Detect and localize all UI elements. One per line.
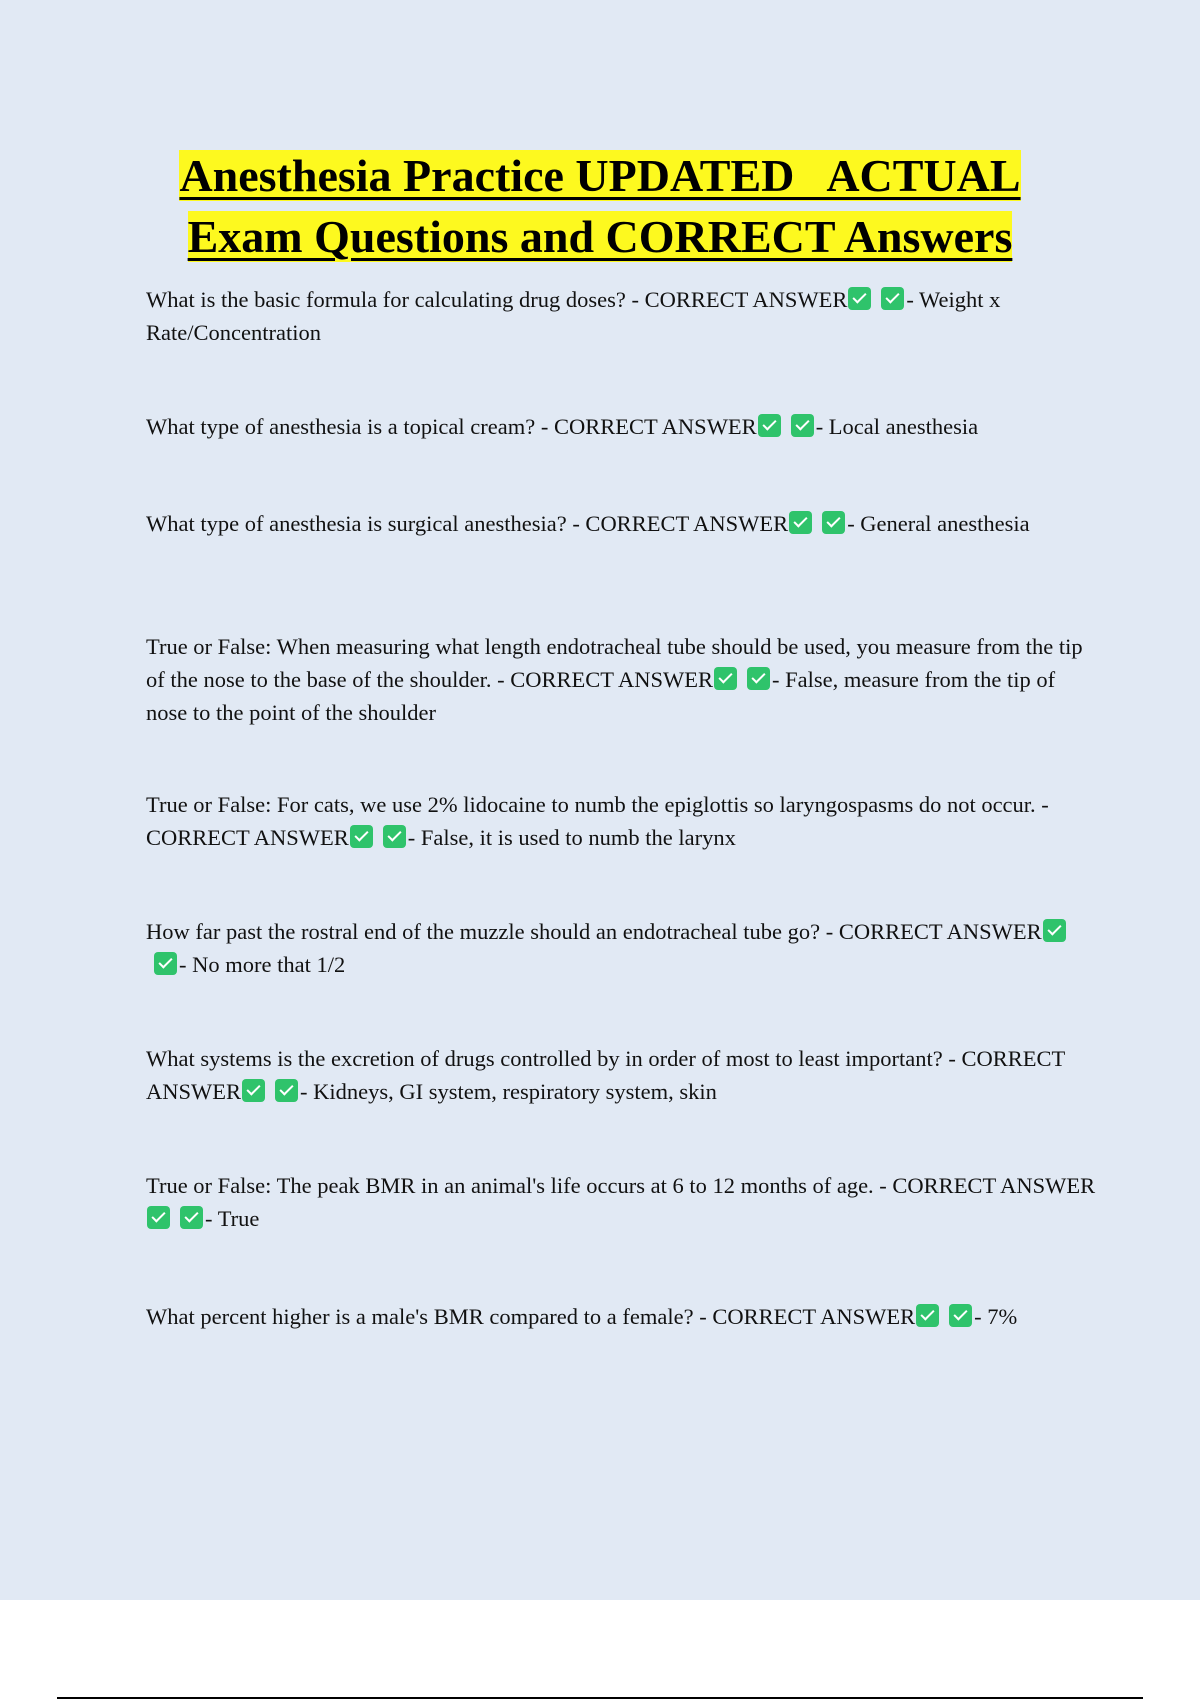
qa-item-4	[146, 630, 1096, 729]
check-box-icon	[154, 952, 177, 975]
check-box-icon	[949, 1304, 972, 1327]
document-title	[100, 145, 1100, 267]
qa-item-6	[146, 915, 1096, 981]
question-text: True or False: When measuring what length endotracheal tube should be used, you measure from the tip of the nose to the base of the shoulder. - CORRECT ANSWER	[146, 634, 1083, 692]
question-text: What systems is the excretion of drugs controlled by in order of most to least important? - CORRECT ANSWER	[146, 1046, 1065, 1104]
check-box-icon	[747, 667, 770, 690]
check-box-icon	[180, 1206, 203, 1229]
answer-text: - Local anesthesia	[815, 414, 979, 439]
qa-item-9	[146, 1300, 1096, 1333]
answer-text: - False, it is used to numb the larynx	[407, 825, 736, 850]
check-box-icon	[791, 414, 814, 437]
check-box-icon	[275, 1079, 298, 1102]
question-text: True or False: The peak BMR in an animal's life occurs at 6 to 12 months of age. - CORRECT ANSWER	[146, 1173, 1096, 1198]
answer-text: - Kidneys, GI system, respiratory system, skin	[300, 1079, 717, 1104]
footer-divider	[57, 1697, 1143, 1699]
question-text: What percent higher is a male's BMR compared to a female? - CORRECT ANSWER	[146, 1304, 916, 1329]
check-box-icon	[789, 511, 812, 534]
title-line-2: Exam Questions and CORRECT Answers	[187, 211, 1013, 262]
answer-text: - No more that 1/2	[179, 952, 346, 977]
answer-text: - False, measure from the tip of nose to the point of the shoulder	[146, 667, 1056, 725]
answer-text: - True	[205, 1206, 260, 1231]
qa-item-7	[146, 1042, 1096, 1108]
check-box-icon	[1043, 919, 1066, 942]
check-box-icon	[758, 414, 781, 437]
check-box-icon	[848, 287, 871, 310]
answer-text: - Weight x Rate/Concentration	[146, 287, 1001, 345]
answer-text: - General anesthesia	[847, 511, 1030, 536]
check-box-icon	[822, 511, 845, 534]
title-line-1: Anesthesia Practice UPDATED ACTUAL	[179, 150, 1021, 201]
check-box-icon	[916, 1304, 939, 1327]
qa-item-2	[146, 410, 1096, 443]
qa-item-8	[146, 1169, 1096, 1235]
question-text: True or False: For cats, we use 2% lidocaine to numb the epiglottis so laryngospasms do not occur. - CORRECT ANSWER	[146, 792, 1049, 850]
check-box-icon	[350, 825, 373, 848]
qa-item-5	[146, 788, 1096, 854]
check-box-icon	[383, 825, 406, 848]
answer-text: - 7%	[974, 1304, 1018, 1329]
check-box-icon	[147, 1206, 170, 1229]
check-box-icon	[714, 667, 737, 690]
question-text: How far past the rostral end of the muzzle should an endotracheal tube go? - CORRECT ANSWER	[146, 919, 1042, 944]
check-box-icon	[881, 287, 904, 310]
question-text: What type of anesthesia is surgical anesthesia? - CORRECT ANSWER	[146, 511, 789, 536]
check-box-icon	[242, 1079, 265, 1102]
qa-item-1	[146, 283, 1096, 349]
qa-item-3	[146, 507, 1096, 540]
question-text: What is the basic formula for calculating drug doses? - CORRECT ANSWER	[146, 287, 848, 312]
question-text: What type of anesthesia is a topical cream? - CORRECT ANSWER	[146, 414, 757, 439]
